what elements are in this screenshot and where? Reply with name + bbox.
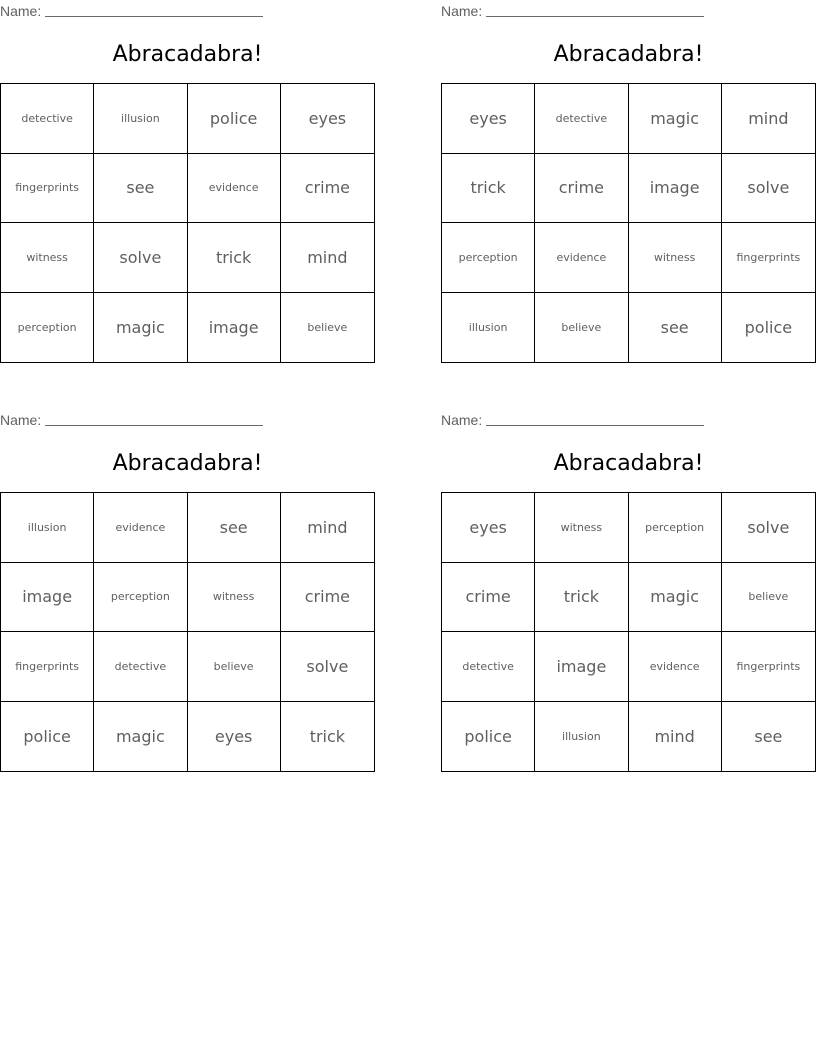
bingo-cell: solve <box>722 154 815 224</box>
bingo-cell: perception <box>1 293 94 363</box>
bingo-cell: evidence <box>94 493 187 563</box>
bingo-cell: magic <box>629 563 722 633</box>
bingo-cell: believe <box>307 320 348 334</box>
bingo-cell: trick <box>309 726 346 746</box>
bingo-cell: believe <box>188 632 281 702</box>
bingo-cell: crime <box>281 563 374 633</box>
bingo-cell: eyes <box>442 84 535 154</box>
bingo-cell: believe <box>722 563 815 633</box>
bingo-cell: detective <box>1 84 94 154</box>
card-title: Abracadabra! <box>553 451 704 476</box>
bingo-cell: crime <box>535 154 628 224</box>
bingo-cell: perception <box>442 223 535 293</box>
bingo-cell: eyes <box>281 84 374 154</box>
bingo-cell: illusion <box>442 293 535 363</box>
bingo-cell: magic <box>629 84 722 154</box>
bingo-cell: mind <box>722 84 815 154</box>
bingo-cell: see <box>629 293 722 363</box>
bingo-grid <box>441 83 816 363</box>
bingo-cell: fingerprints <box>722 632 815 702</box>
bingo-cell: crime <box>281 154 374 224</box>
bingo-cell: image <box>629 154 722 224</box>
bingo-cell: eyes <box>442 493 535 563</box>
name-blank-line[interactable] <box>486 412 704 426</box>
bingo-cell: evidence <box>188 154 281 224</box>
bingo-cell: detective <box>535 84 628 154</box>
bingo-cell: perception <box>94 563 187 633</box>
name-blank-line[interactable] <box>486 3 704 17</box>
bingo-cell: mind <box>629 702 722 772</box>
bingo-cell: police <box>1 702 94 772</box>
bingo-grid <box>0 492 375 772</box>
bingo-cell: believe <box>535 293 628 363</box>
bingo-cell: witness <box>629 223 722 293</box>
bingo-cell: eyes <box>188 702 281 772</box>
name-field <box>441 3 704 19</box>
bingo-cell: witness <box>188 563 281 633</box>
bingo-cell: crime <box>442 563 535 633</box>
bingo-cell: solve <box>94 223 187 293</box>
card-title: Abracadabra! <box>112 42 263 67</box>
bingo-cell: police <box>744 317 793 337</box>
name-label: Name: <box>441 3 483 19</box>
bingo-cell: witness <box>1 223 94 293</box>
name-field <box>441 412 704 428</box>
bingo-cell: detective <box>442 632 535 702</box>
bingo-cell: illusion <box>535 702 628 772</box>
bingo-cell: evidence <box>629 632 722 702</box>
bingo-cell: trick <box>188 223 281 293</box>
bingo-cell: fingerprints <box>1 632 94 702</box>
bingo-cell: see <box>188 493 281 563</box>
bingo-cell: trick <box>442 154 535 224</box>
name-blank-line[interactable] <box>45 412 263 426</box>
bingo-cell: solve <box>281 632 374 702</box>
bingo-cell: mind <box>281 223 374 293</box>
name-field <box>0 412 263 428</box>
bingo-grid <box>441 492 816 772</box>
bingo-cell: solve <box>722 493 815 563</box>
bingo-cell: trick <box>535 563 628 633</box>
bingo-cell: image <box>188 293 281 363</box>
name-blank-line[interactable] <box>45 3 263 17</box>
bingo-cell: magic <box>94 293 187 363</box>
bingo-cell: see <box>754 726 783 746</box>
bingo-cell: illusion <box>94 84 187 154</box>
bingo-cell: detective <box>94 632 187 702</box>
name-label: Name: <box>0 3 42 19</box>
bingo-cell: perception <box>629 493 722 563</box>
bingo-cell: police <box>442 702 535 772</box>
bingo-cell: illusion <box>1 493 94 563</box>
name-label: Name: <box>0 412 42 428</box>
name-label: Name: <box>441 412 483 428</box>
bingo-cell: image <box>1 563 94 633</box>
bingo-cell: see <box>94 154 187 224</box>
bingo-cell: police <box>188 84 281 154</box>
bingo-cell: witness <box>535 493 628 563</box>
bingo-cell: image <box>535 632 628 702</box>
bingo-cell: fingerprints <box>722 223 815 293</box>
bingo-cell: fingerprints <box>1 154 94 224</box>
bingo-grid <box>0 83 375 363</box>
card-title: Abracadabra! <box>112 451 263 476</box>
card-title: Abracadabra! <box>553 42 704 67</box>
bingo-cell: mind <box>281 493 374 563</box>
bingo-cell: evidence <box>535 223 628 293</box>
name-field <box>0 3 263 19</box>
bingo-cell: magic <box>94 702 187 772</box>
